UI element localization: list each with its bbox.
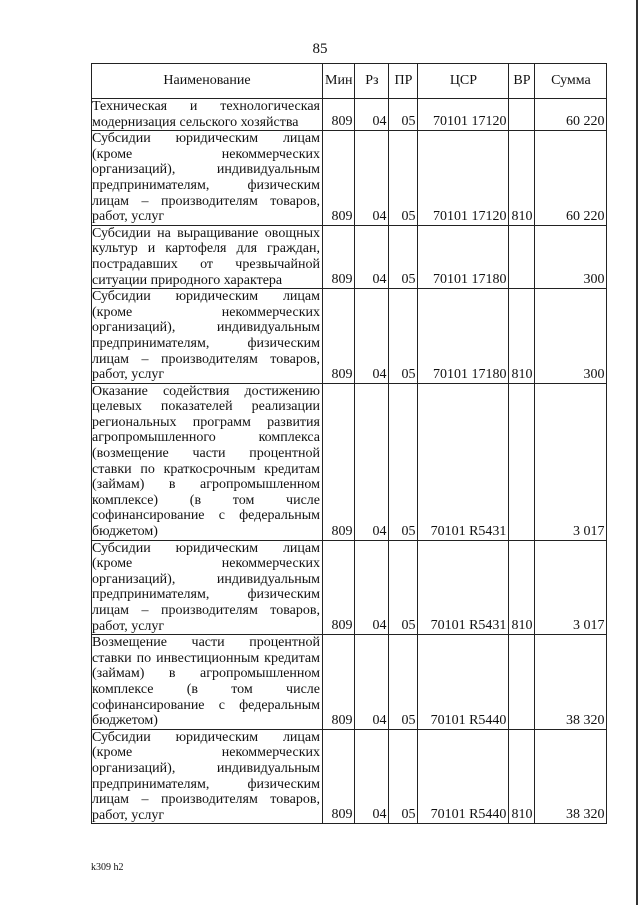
row-name: Возмещение части процентной ставки по инвестиционным кредитам (займам) в агропромышленном комплексе (в том числе софинансирование с федеральным бюджетом) bbox=[92, 635, 323, 730]
row-sum: 3 017 bbox=[535, 540, 607, 635]
header-pr: ПР bbox=[389, 64, 418, 99]
table-header-row bbox=[92, 64, 607, 99]
row-min: 809 bbox=[323, 131, 355, 226]
row-rz: 04 bbox=[355, 540, 389, 635]
row-vr: 810 bbox=[509, 131, 535, 226]
row-rz: 04 bbox=[355, 635, 389, 730]
header-csr: ЦСР bbox=[418, 64, 509, 99]
row-csr: 70101 R5431 bbox=[418, 540, 509, 635]
table-row bbox=[92, 225, 607, 288]
row-name: Субсидии юридическим лицам (кроме некоммерческих организаций), индивидуальным предпринимателям, физическим лицам – производителям товаров, работ, услуг bbox=[92, 289, 323, 384]
table-row bbox=[92, 383, 607, 540]
row-csr: 70101 17180 bbox=[418, 225, 509, 288]
row-csr: 70101 R5440 bbox=[418, 729, 509, 824]
table-row bbox=[92, 289, 607, 384]
row-name: Субсидии юридическим лицам (кроме некоммерческих организаций), индивидуальным предпринимателям, физическим лицам – производителям товаров, работ, услуг bbox=[92, 131, 323, 226]
budget-table bbox=[91, 63, 607, 824]
header-sum: Сумма bbox=[535, 64, 607, 99]
table-row bbox=[92, 131, 607, 226]
row-min: 809 bbox=[323, 635, 355, 730]
row-sum: 300 bbox=[535, 289, 607, 384]
row-rz: 04 bbox=[355, 383, 389, 540]
row-pr: 05 bbox=[389, 729, 418, 824]
row-vr: 810 bbox=[509, 729, 535, 824]
row-sum: 38 320 bbox=[535, 729, 607, 824]
row-vr bbox=[509, 635, 535, 730]
header-rz: Рз bbox=[355, 64, 389, 99]
row-min: 809 bbox=[323, 225, 355, 288]
table-row bbox=[92, 635, 607, 730]
row-sum: 38 320 bbox=[535, 635, 607, 730]
row-rz: 04 bbox=[355, 131, 389, 226]
row-sum: 300 bbox=[535, 225, 607, 288]
row-csr: 70101 17120 bbox=[418, 131, 509, 226]
row-csr: 70101 17120 bbox=[418, 99, 509, 131]
row-csr: 70101 17180 bbox=[418, 289, 509, 384]
row-pr: 05 bbox=[389, 225, 418, 288]
table-row bbox=[92, 99, 607, 131]
header-name: Наименование bbox=[92, 64, 323, 99]
row-min: 809 bbox=[323, 99, 355, 131]
row-vr: 810 bbox=[509, 540, 535, 635]
row-name: Техническая и технологическая модернизация сельского хозяйства bbox=[92, 99, 323, 131]
row-pr: 05 bbox=[389, 99, 418, 131]
row-pr: 05 bbox=[389, 131, 418, 226]
row-min: 809 bbox=[323, 729, 355, 824]
row-rz: 04 bbox=[355, 99, 389, 131]
row-pr: 05 bbox=[389, 383, 418, 540]
row-rz: 04 bbox=[355, 729, 389, 824]
page-number: 85 bbox=[312, 41, 328, 57]
row-name: Субсидии юридическим лицам (кроме некоммерческих организаций), индивидуальным предпринимателям, физическим лицам – производителям товаров, работ, услуг bbox=[92, 729, 323, 824]
row-name: Оказание содействия достижению целевых показателей реализации региональных программ развития агропромышленного комплекса (возмещение части процентной ставки по краткосрочным кредитам (займам) в агропромышленном комплексе) (в том числе софинансирование с федеральным бюджетом) bbox=[92, 383, 323, 540]
row-pr: 05 bbox=[389, 289, 418, 384]
row-vr bbox=[509, 383, 535, 540]
row-rz: 04 bbox=[355, 225, 389, 288]
document-code: k309 h2 bbox=[91, 862, 124, 873]
row-rz: 04 bbox=[355, 289, 389, 384]
row-vr bbox=[509, 99, 535, 131]
table-row bbox=[92, 729, 607, 824]
header-vr: ВР bbox=[509, 64, 535, 99]
row-min: 809 bbox=[323, 540, 355, 635]
row-csr: 70101 R5431 bbox=[418, 383, 509, 540]
row-sum: 60 220 bbox=[535, 99, 607, 131]
row-sum: 60 220 bbox=[535, 131, 607, 226]
row-sum: 3 017 bbox=[535, 383, 607, 540]
table-row bbox=[92, 540, 607, 635]
scan-edge-line bbox=[636, 0, 638, 905]
row-name: Субсидии юридическим лицам (кроме некоммерческих организаций), индивидуальным предпринимателям, физическим лицам – производителям товаров, работ, услуг bbox=[92, 540, 323, 635]
row-name: Субсидии на выращивание овощных культур и картофеля для граждан, пострадавших от чрезвычайной ситуации природного характера bbox=[92, 225, 323, 288]
header-min: Мин bbox=[323, 64, 355, 99]
row-min: 809 bbox=[323, 383, 355, 540]
row-vr: 810 bbox=[509, 289, 535, 384]
row-pr: 05 bbox=[389, 540, 418, 635]
row-pr: 05 bbox=[389, 635, 418, 730]
row-vr bbox=[509, 225, 535, 288]
row-min: 809 bbox=[323, 289, 355, 384]
row-csr: 70101 R5440 bbox=[418, 635, 509, 730]
